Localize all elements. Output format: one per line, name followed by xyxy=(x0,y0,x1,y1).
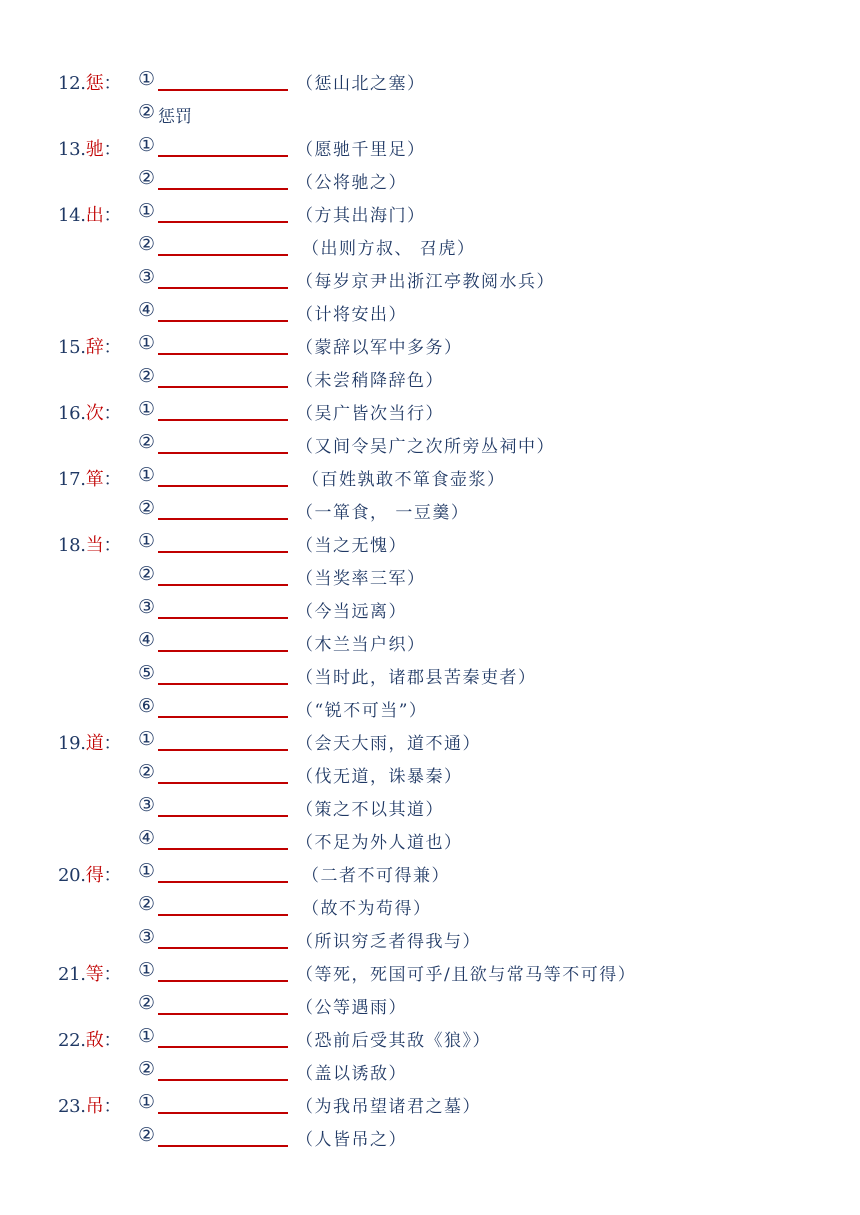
sense-marker: ② xyxy=(138,563,156,585)
sense-row xyxy=(0,226,860,259)
example-sentence: （百姓孰敢不箪食壶浆） xyxy=(302,470,506,490)
entry-colon: ： xyxy=(103,733,122,754)
example-sentence: （公将驰之） xyxy=(296,173,407,193)
sense-row xyxy=(0,325,860,358)
answer-blank[interactable] xyxy=(158,1013,288,1015)
sense-marker: ① xyxy=(138,200,156,222)
entry-colon: ： xyxy=(103,73,122,94)
answer-blank[interactable] xyxy=(158,881,288,883)
sense-row xyxy=(0,952,860,985)
entry-colon: ： xyxy=(103,535,122,556)
entry-character: 惩 xyxy=(85,73,104,94)
example-sentence: （伐无道，诛暴秦） xyxy=(296,767,463,787)
answer-blank[interactable] xyxy=(158,353,288,355)
sense-marker: ① xyxy=(138,332,156,354)
example-sentence: （又间令吴广之次所旁丛祠中） xyxy=(296,437,555,457)
entry-number: 18. xyxy=(58,535,86,556)
sense-row xyxy=(0,754,860,787)
entry-number: 21. xyxy=(58,964,86,985)
example-sentence: （公等遇雨） xyxy=(296,998,407,1018)
entry-label xyxy=(58,69,121,95)
answer-blank[interactable] xyxy=(158,848,288,850)
example-sentence: （会天大雨，道不通） xyxy=(296,734,481,754)
answer-blank[interactable] xyxy=(158,650,288,652)
sense-row xyxy=(0,787,860,820)
entry-character: 得 xyxy=(85,865,104,886)
entry-number: 22. xyxy=(58,1030,86,1051)
sense-row xyxy=(0,160,860,193)
sense-marker: ② xyxy=(138,233,156,255)
sense-marker: ② xyxy=(138,101,156,123)
example-sentence: （人皆吊之） xyxy=(296,1130,407,1150)
entry-character: 箪 xyxy=(85,469,104,490)
sense-row xyxy=(0,127,860,160)
sense-marker: ① xyxy=(138,1025,156,1047)
entry-number: 19. xyxy=(58,733,86,754)
example-sentence: （策之不以其道） xyxy=(296,800,444,820)
entry-number: 17. xyxy=(58,469,86,490)
answer-blank[interactable] xyxy=(158,749,288,751)
sense-row xyxy=(0,886,860,919)
example-sentence: （等死，死国可乎/且欲与常马等不可得） xyxy=(296,965,637,985)
sense-marker: ② xyxy=(138,1124,156,1146)
example-sentence: （吴广皆次当行） xyxy=(296,404,444,424)
entry-character: 吊 xyxy=(85,1096,104,1117)
sense-row xyxy=(0,358,860,391)
entry-colon: ： xyxy=(103,1096,122,1117)
answer-blank[interactable] xyxy=(158,419,288,421)
example-sentence: （出则方叔、 召虎） xyxy=(302,239,476,259)
entry-label xyxy=(58,1026,121,1052)
sense-row xyxy=(0,1117,860,1150)
entry-label xyxy=(58,333,121,359)
sense-marker: ④ xyxy=(138,299,156,321)
answer-blank[interactable] xyxy=(158,584,288,586)
sense-marker: ④ xyxy=(138,827,156,849)
answer-blank[interactable] xyxy=(158,914,288,916)
sense-row xyxy=(0,688,860,721)
entry-number: 13. xyxy=(58,139,86,160)
entry-number: 20. xyxy=(58,865,86,886)
sense-row xyxy=(0,919,860,952)
sense-marker: ① xyxy=(138,959,156,981)
answer-blank[interactable] xyxy=(158,1112,288,1114)
sense-row xyxy=(0,820,860,853)
example-sentence: （一箪食， 一豆羹） xyxy=(296,503,470,523)
entry-colon: ： xyxy=(103,139,122,160)
example-sentence: （当之无愧） xyxy=(296,536,407,556)
example-sentence: （惩山北之塞） xyxy=(296,74,426,94)
sense-marker: ① xyxy=(138,728,156,750)
example-sentence: （二者不可得兼） xyxy=(302,866,450,886)
example-sentence: （为我吊望诸君之墓） xyxy=(296,1097,481,1117)
example-sentence: （今当远离） xyxy=(296,602,407,622)
answer-blank[interactable] xyxy=(158,980,288,982)
entry-label xyxy=(58,729,121,755)
answer-blank[interactable] xyxy=(158,518,288,520)
entry-label xyxy=(58,861,121,887)
sense-marker: ① xyxy=(138,1091,156,1113)
entry-character: 等 xyxy=(85,964,104,985)
answer-blank[interactable] xyxy=(158,947,288,949)
sense-row xyxy=(0,523,860,556)
answer-blank[interactable] xyxy=(158,782,288,784)
sense-row xyxy=(0,589,860,622)
entry-colon: ： xyxy=(103,1030,122,1051)
sense-row xyxy=(0,721,860,754)
answer-blank[interactable] xyxy=(158,815,288,817)
sense-row xyxy=(0,622,860,655)
sense-row xyxy=(0,1051,860,1084)
sense-marker: ③ xyxy=(138,794,156,816)
sense-row xyxy=(0,424,860,457)
sense-row xyxy=(0,490,860,523)
example-sentence: （蒙辞以军中多务） xyxy=(296,338,463,358)
sense-row xyxy=(0,193,860,226)
answer-blank[interactable] xyxy=(158,617,288,619)
answer-blank[interactable] xyxy=(158,716,288,718)
entry-number: 14. xyxy=(58,205,86,226)
example-sentence: （不足为外人道也） xyxy=(296,833,463,853)
entry-character: 驰 xyxy=(85,139,104,160)
answer-blank[interactable] xyxy=(158,1145,288,1147)
sense-marker: ② xyxy=(138,431,156,453)
example-sentence: （未尝稍降辞色） xyxy=(296,371,444,391)
sense-row xyxy=(0,655,860,688)
example-sentence: （当时此，诸郡县苦秦吏者） xyxy=(296,668,537,688)
sense-marker: ① xyxy=(138,464,156,486)
entry-number: 16. xyxy=(58,403,86,424)
sense-row xyxy=(0,853,860,886)
sense-marker: ② xyxy=(138,497,156,519)
entry-character: 当 xyxy=(85,535,104,556)
sense-marker: ① xyxy=(138,68,156,90)
entry-character: 道 xyxy=(85,733,104,754)
sense-marker: ① xyxy=(138,398,156,420)
sense-marker: ③ xyxy=(138,926,156,948)
entry-character: 次 xyxy=(85,403,104,424)
entry-number: 12. xyxy=(58,73,86,94)
sense-row xyxy=(0,292,860,325)
sense-marker: ③ xyxy=(138,266,156,288)
example-sentence: （愿驰千里足） xyxy=(296,140,426,160)
entry-number: 23. xyxy=(58,1096,86,1117)
example-sentence: （计将安出） xyxy=(296,305,407,325)
example-sentence: （所识穷乏者得我与） xyxy=(296,932,481,952)
answer-blank[interactable] xyxy=(158,221,288,223)
answer-blank[interactable] xyxy=(158,1046,288,1048)
entry-number: 15. xyxy=(58,337,86,358)
sense-marker: ② xyxy=(138,761,156,783)
answer-blank[interactable] xyxy=(158,1079,288,1081)
sense-marker: ② xyxy=(138,893,156,915)
answer-blank[interactable] xyxy=(158,155,288,157)
example-sentence: （方其出海门） xyxy=(296,206,426,226)
sense-row xyxy=(0,94,860,127)
answer-blank[interactable] xyxy=(158,551,288,553)
sense-marker: ③ xyxy=(138,596,156,618)
example-sentence: （“锐不可当”） xyxy=(296,701,428,721)
entry-label xyxy=(58,135,121,161)
sense-marker: ① xyxy=(138,530,156,552)
entry-label xyxy=(58,201,121,227)
entry-colon: ： xyxy=(103,865,122,886)
sense-marker: ④ xyxy=(138,629,156,651)
answer-blank[interactable] xyxy=(158,452,288,454)
sense-row xyxy=(0,1018,860,1051)
example-sentence: （木兰当户织） xyxy=(296,635,426,655)
sense-row xyxy=(0,259,860,292)
entry-colon: ： xyxy=(103,403,122,424)
sense-row xyxy=(0,61,860,94)
entry-colon: ： xyxy=(103,205,122,226)
sense-row xyxy=(0,1084,860,1117)
entry-label xyxy=(58,399,121,425)
entry-character: 敌 xyxy=(85,1030,104,1051)
answer-blank[interactable] xyxy=(158,485,288,487)
answer-blank[interactable] xyxy=(158,386,288,388)
sense-row xyxy=(0,391,860,424)
sense-marker: ① xyxy=(138,860,156,882)
entry-label xyxy=(58,960,121,986)
example-sentence: （恐前后受其敌《狼》） xyxy=(296,1031,491,1051)
sense-marker: ② xyxy=(138,167,156,189)
entry-colon: ： xyxy=(103,469,122,490)
entry-character: 出 xyxy=(85,205,104,226)
sense-row xyxy=(0,556,860,589)
sense-marker: ⑤ xyxy=(138,662,156,684)
sense-marker: ② xyxy=(138,1058,156,1080)
answer-blank[interactable] xyxy=(158,683,288,685)
answer-blank[interactable] xyxy=(158,89,288,91)
sense-marker: ② xyxy=(138,365,156,387)
entry-label xyxy=(58,531,121,557)
answer-blank[interactable] xyxy=(158,188,288,190)
entry-character: 辞 xyxy=(85,337,104,358)
answer-blank[interactable] xyxy=(158,254,288,256)
sense-marker: ⑥ xyxy=(138,695,156,717)
example-sentence: （当奖率三军） xyxy=(296,569,426,589)
example-sentence: （故不为苟得） xyxy=(302,899,432,919)
given-meaning: 惩罚 xyxy=(158,107,192,127)
sense-marker: ① xyxy=(138,134,156,156)
answer-blank[interactable] xyxy=(158,320,288,322)
entry-colon: ： xyxy=(103,337,122,358)
sense-marker: ② xyxy=(138,992,156,1014)
entry-label xyxy=(58,1092,121,1118)
entry-label xyxy=(58,465,121,491)
example-sentence: （盖以诱敌） xyxy=(296,1064,407,1084)
answer-blank[interactable] xyxy=(158,287,288,289)
sense-row xyxy=(0,985,860,1018)
entry-colon: ： xyxy=(103,964,122,985)
sense-row xyxy=(0,457,860,490)
example-sentence: （每岁京尹出浙江亭教阅水兵） xyxy=(296,272,555,292)
